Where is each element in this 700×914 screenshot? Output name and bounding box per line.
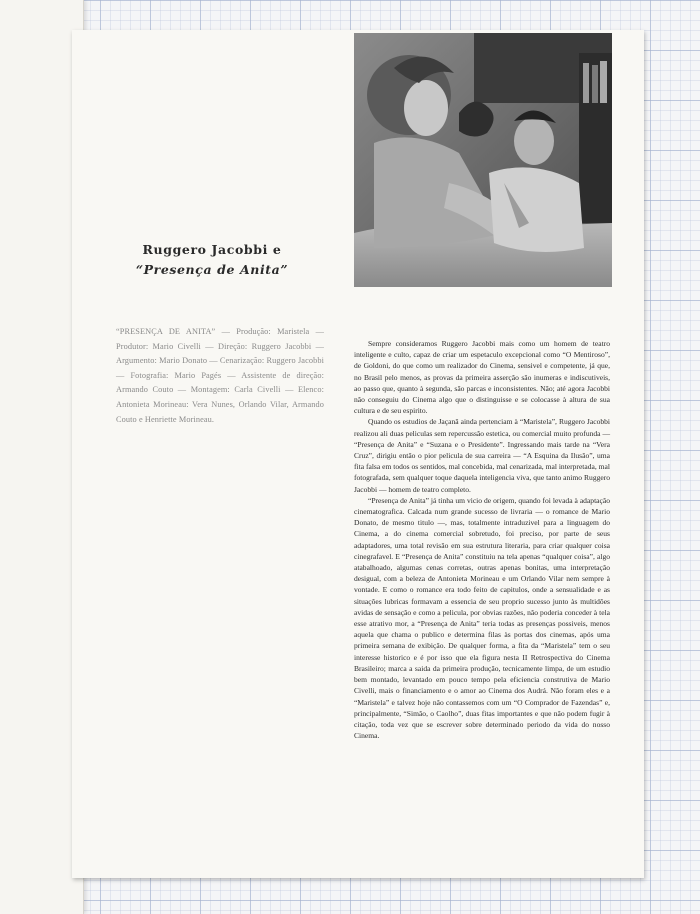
article-body (354, 338, 610, 741)
article-paragraph-1: Sempre consideramos Ruggero Jacobbi mais como um homem de teatro inteligente e culto, capaz de criar um espetaculo excepcional como “O Mentiroso”, de Goldoni, do que como um realizador do Cinema, sensivel e competente, já que, no Brasil pelo menos, as provas da primeira asserção são inumeras e indiscutiveis, ao passo que, quanto à segunda, são parcas e inconsistentes. Não; até agora Jacobbi não conseguiu do Cinema algo que o distinguisse e se colocasse à altura de sua cultura e de seu espirito. (354, 339, 610, 416)
article-heading (112, 240, 312, 280)
article-paragraph-2: Quando os estudios de Jaçanã ainda pertenciam à “Maristela”, Ruggero Jacobbi realizou ali duas peliculas sem repercussão estetica, ou comercial muito profunda — “Presença de Anita” e “Suzana e o Presidente”. Ingressando mais tarde na “Vera Cruz”, dirigiu então o pior pelicula de sua carreira — “A Esquina da Ilusão”, uma fita falsa em todos os sentidos, mal concebida, mal cenarizada, mal interpretada, mal fotografada, sem qualquer toque daquela inteligencia viva, que tanto animo Ruggero Jacobbi — homem de teatro completo. (354, 417, 610, 494)
film-credits: “PRESENÇA DE ANITA” — Produção: Maristela — Produtor: Mario Civelli — Direção: Ruggero Jacobbi — Argumento: Mario Donato — Cenarização: Ruggero Jacobbi — Fotografia: Mario Pagés — Assistente de direção: Armando Couto — Montagem: Carla Civelli — Elenco: Antonieta Morineau: Vera Nunes, Orlando Vilar, Armando Couto e Henriette Morineau. (116, 327, 325, 424)
article-paragraph-3: “Presença de Anita” já tinha um vicio de origem, quando foi levada à adaptação cinematografica. Calcada num grande sucesso de livraria — o romance de Mario Donato, de mesmo titulo —, mas, totalmente intraduzivel para a linguagem do Cinema, a do cinema comercial sobretudo, foi preciso, por parte de seus adaptadores, uma total revisão em sua estrutura literaria, para criar qualquer coisa cinegrafavel. E “Presença de Anita” constituiu na tela apenas “qualquer coisa”, algo atabalhoado, algumas cenas corretas, outras apenas bonitas, uma interpretação desigual, com a beleza de Antonieta Morineau e um Orlando Vilar nem sempre à vontade. E como o romance era todo feito de capitulos, onde a sensualidade e as situações lubricas formavam a essencia de seu proprio sucesso junto às multidões avidas de sensação e como a pelicula, por obvias razões, não poderia conceder à tela esse atrativo mor, a “Presença de Anita” teria todas as presenças possiveis, menos aquela que chama o publico e determina filas às portas dos cinemas, após uma primeira semana de exibição. De qualquer forma, a fita da “Maristela” tem o seu interesse historico e é por isso que ela figura nesta II Retrospectiva do Cinema Brasileiro; marca a saida da primeira produção, tecnicamente limpa, de um estudio bem montado, levantado em pouco tempo pela eficiencia construtiva de Mario Civelli, mais o financiamento e o amor ao Cinema dos Audrá. Não foram eles e a “Maristela” e talvez hoje não contassemos com um “O Comprador de Fazendas” e, principalmente, “Simão, o Caolho”, duas fitas importantes e que não podem fugir à citação, toda vez que se escrever sobre determinado periodo da vida do nosso Cinema. (354, 495, 610, 741)
heading-line-2: “Presença de Anita” (135, 262, 289, 277)
film-still-photo (354, 33, 612, 287)
heading-line-1: Ruggero Jacobbi e (142, 242, 282, 257)
magazine-page (72, 30, 644, 878)
